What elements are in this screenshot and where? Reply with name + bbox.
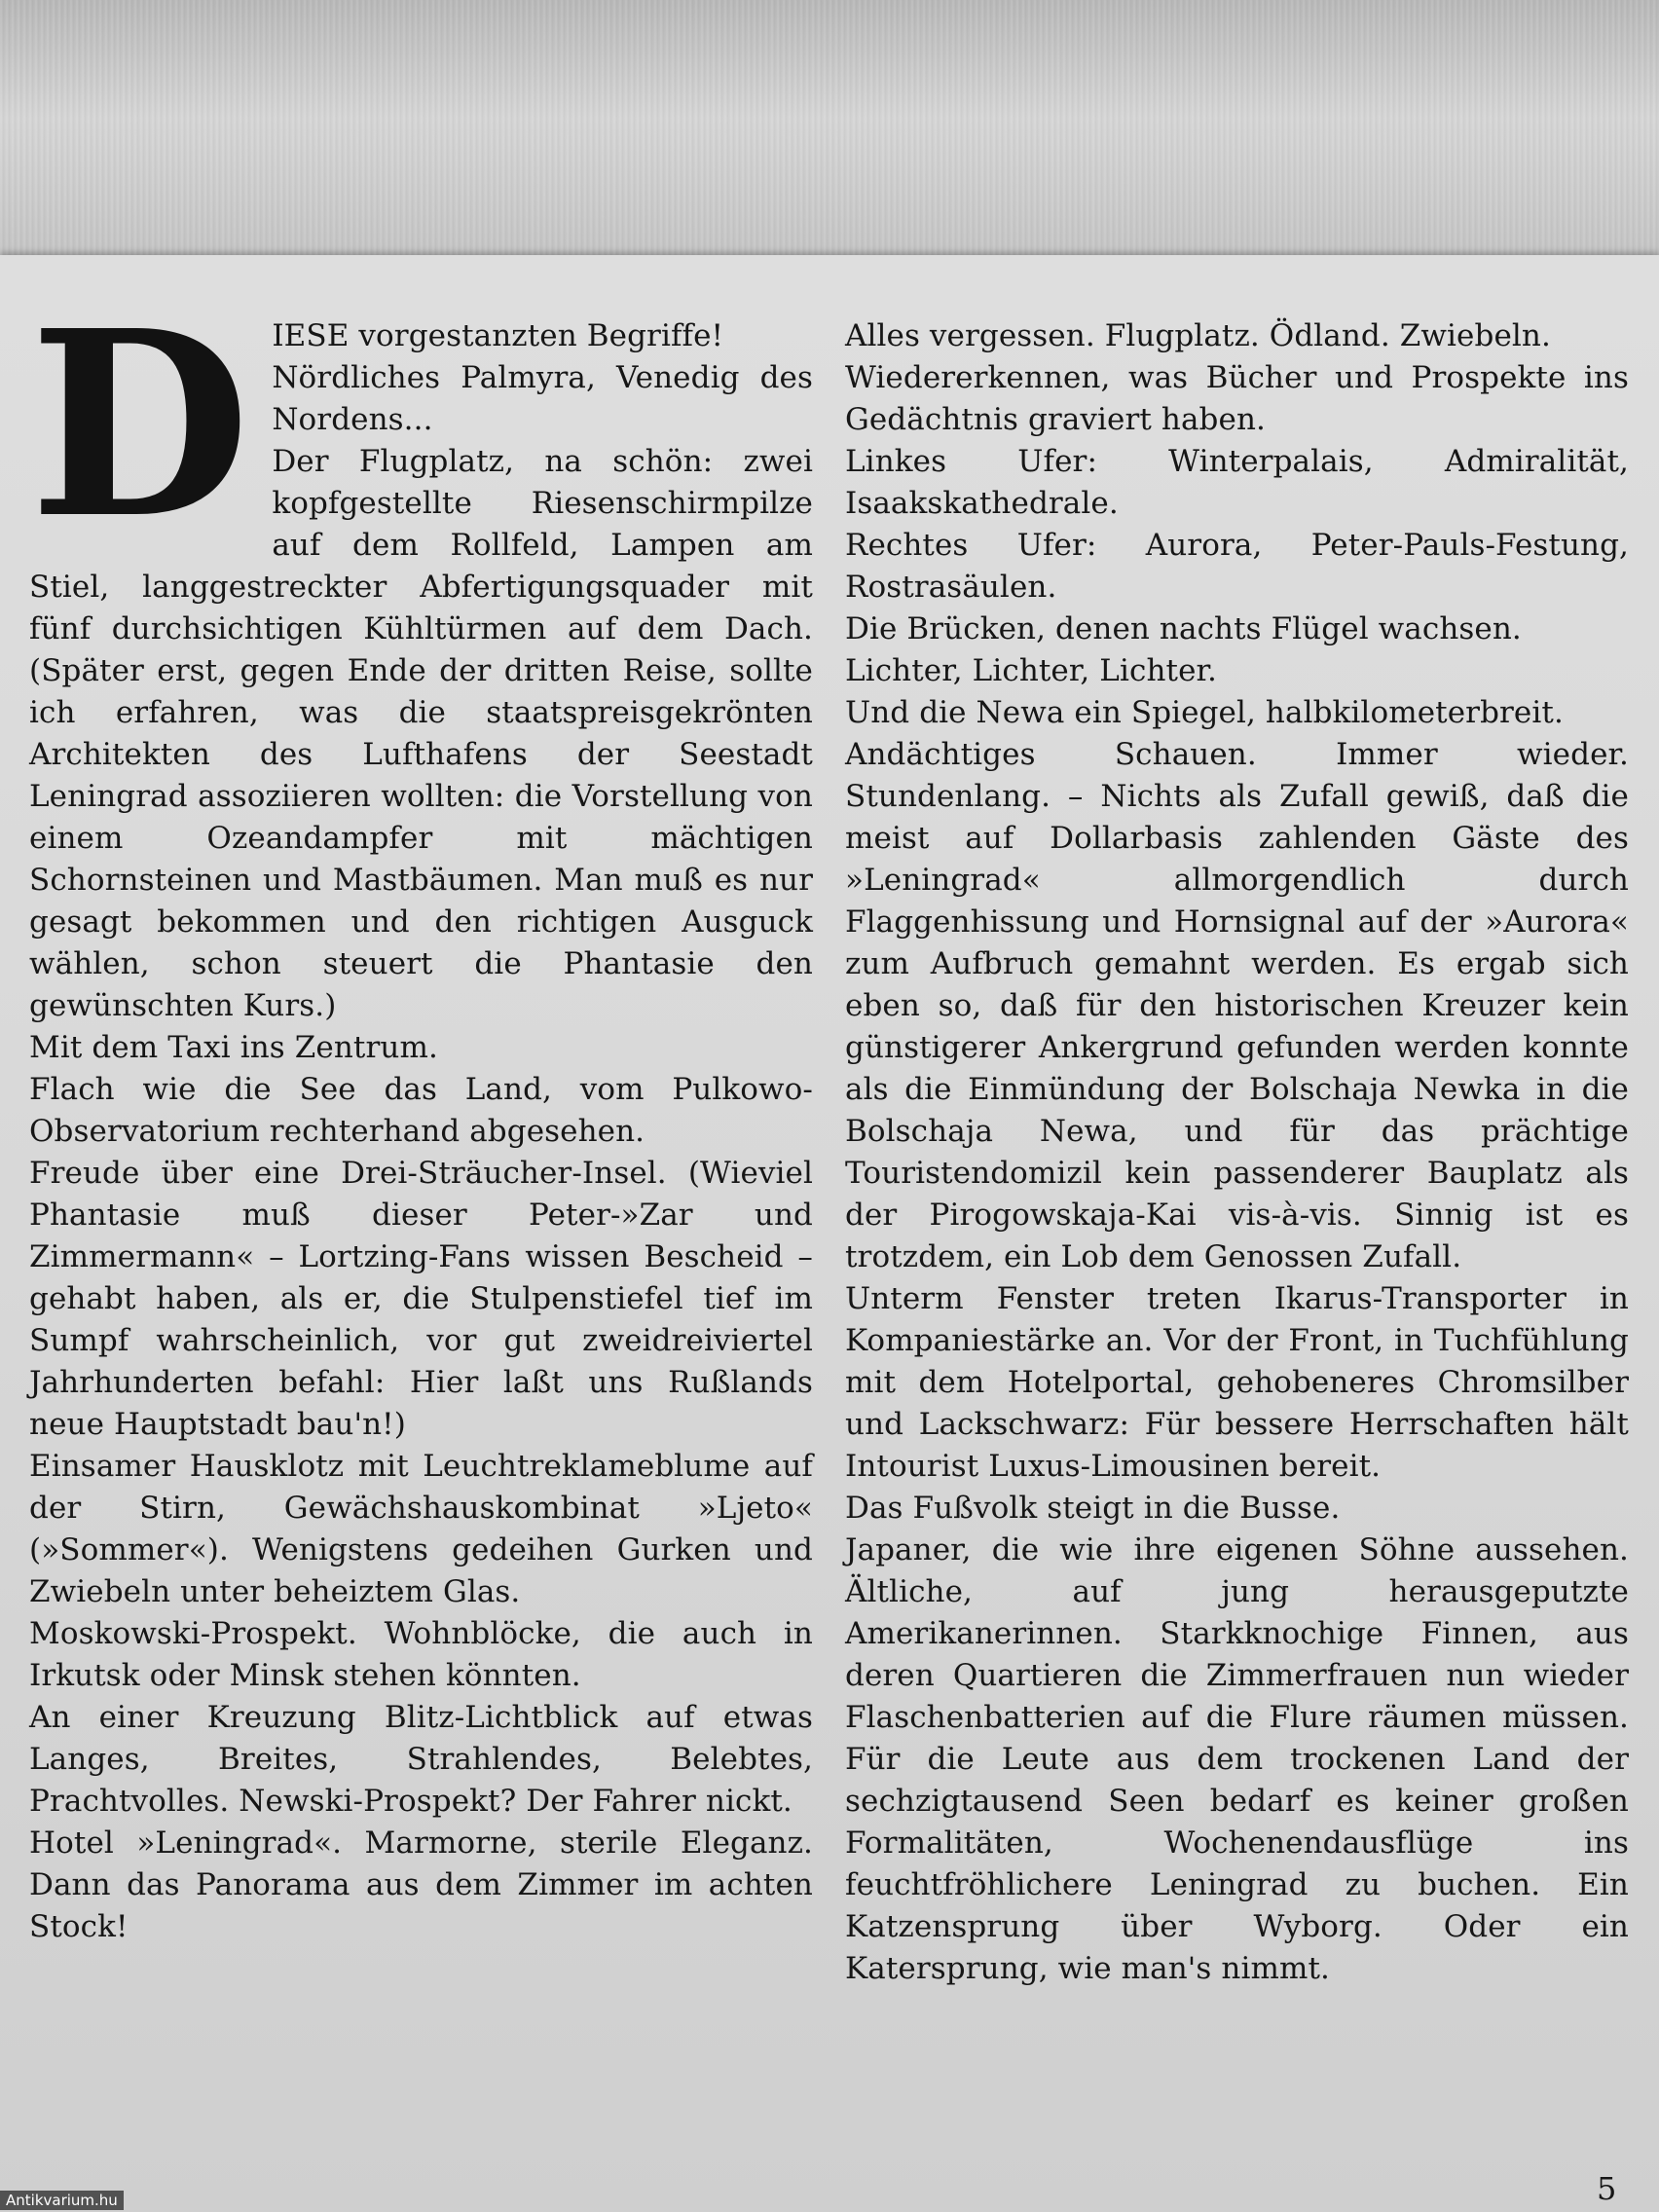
paragraph: Moskowski-Prospekt. Wohnblöcke, die auch in Irkutsk oder Minsk stehen könnten. bbox=[29, 1616, 813, 1693]
background-surface bbox=[0, 0, 1659, 263]
paragraph: Rechtes Ufer: Aurora, Peter-Pauls-Festung, Rostrasäulen. bbox=[845, 528, 1629, 605]
paragraph: Lichter, Lichter, Lichter. bbox=[845, 653, 1218, 688]
paragraph: Das Fußvolk steigt in die Busse. bbox=[845, 1491, 1341, 1526]
paragraph: Wiedererkennen, was Bücher und Prospekte ins Gedächtnis graviert haben. bbox=[845, 360, 1629, 437]
paragraph: Der Flugplatz, na schön: zwei kopfgestellte Riesenschirmpilze auf dem Rollfeld, Lampen am Stiel, langgestreckter Abfertigungsquader mit fünf durchsichtigen Kühltürmen auf dem Dach. (Später erst, gegen Ende der dritten Reise, sollte ich erfahren, was die staatspreisgekrönten Architekten des Lufthafens der Seestadt Leningrad assoziieren wollten: die Vorstellung von einem Ozeandampfer mit mächtigen Schornsteinen und Mastbäumen. Man muß es nur gesagt bekommen und den richtigen Ausguck wählen, schon steuert die Phantasie den gewünschten Kurs.) bbox=[29, 444, 813, 1023]
paragraph: Alles vergessen. Flugplatz. Ödland. Zwiebeln. bbox=[845, 318, 1551, 353]
paragraph: Mit dem Taxi ins Zentrum. bbox=[29, 1030, 438, 1065]
right-text-column bbox=[845, 315, 1629, 1990]
paragraph: Japaner, die wie ihre eigenen Söhne aussehen. Ältliche, auf jung herausgeputzte Amerikanerinnen. Starkknochige Finnen, aus deren Quartieren die Zimmerfrauen nun wieder Flaschenbatterien auf die Flure räumen müssen. Für die Leute aus dem trockenen Land der sechzigtausend Seen bedarf es keiner großen Formalitäten, Wochenendausflüge ins feuchtfröhlichere Leningrad zu buchen. Ein Katzensprung über Wyborg. Oder ein Katersprung, wie man's nimmt. bbox=[845, 1532, 1629, 1986]
paragraph: Hotel »Leningrad«. Marmorne, sterile Eleganz. Dann das Panorama aus dem Zimmer im achten Stock! bbox=[29, 1825, 813, 1944]
drop-cap-letter: D bbox=[29, 275, 251, 574]
book-page bbox=[0, 255, 1659, 2212]
left-text-column bbox=[29, 275, 813, 1948]
paragraph: Nördliches Palmyra, Venedig des Nordens... bbox=[272, 360, 813, 437]
paragraph: Linkes Ufer: Winterpalais, Admiralität, Isaakskathedrale. bbox=[845, 444, 1629, 521]
first-paragraph-text: IESE vorgestanzten Begriffe! bbox=[272, 318, 724, 353]
paragraph: Unterm Fenster treten Ikarus-Transporter in Kompaniestärke an. Vor der Front, in Tuchfühlung mit dem Hotelportal, gehobeneres Chromsilber und Lackschwarz: Für bessere Herrschaften hält Intourist Luxus-Limousinen bereit. bbox=[845, 1281, 1629, 1484]
paragraph: An einer Kreuzung Blitz-Lichtblick auf etwas Langes, Breites, Strahlendes, Belebtes, Prachtvolles. Newski-Prospekt? Der Fahrer nickt. bbox=[29, 1700, 813, 1819]
paragraph: Und die Newa ein Spiegel, halbkilometerbreit. bbox=[845, 695, 1564, 730]
watermark: Antikvarium.hu bbox=[0, 2191, 124, 2210]
paragraph: Freude über eine Drei-Sträucher-Insel. (Wieviel Phantasie muß dieser Peter-»Zar und Zimmermann« – Lortzing-Fans wissen Bescheid – gehabt haben, als er, die Stulpenstiefel tief im Sumpf wahrscheinlich, vor gut zweidreiviertel Jahrhunderten befahl: Hier laßt uns Rußlands neue Hauptstadt bau'n!) bbox=[29, 1156, 813, 1442]
paragraph: Einsamer Hausklotz mit Leuchtreklameblume auf der Stirn, Gewächshauskombinat »Ljeto« (»Sommer«). Wenigstens gedeihen Gurken und Zwiebeln unter beheiztem Glas. bbox=[29, 1449, 813, 1609]
paragraph: Flach wie die See das Land, vom Pulkowo-Observatorium rechterhand abgesehen. bbox=[29, 1072, 813, 1149]
paragraph: Die Brücken, denen nachts Flügel wachsen. bbox=[845, 611, 1522, 646]
page-number: 5 bbox=[1597, 2170, 1617, 2207]
paragraph: Andächtiges Schauen. Immer wieder. Stundenlang. – Nichts als Zufall gewiß, daß die meist auf Dollarbasis zahlenden Gäste des »Leningrad« allmorgendlich durch Flaggenhissung und Hornsignal auf der »Aurora« zum Aufbruch gemahnt werden. Es ergab sich eben so, daß für den historischen Kreuzer kein günstigerer Ankergrund gefunden werden konnte als die Einmündung der Bolschaja Newka in die Bolschaja Newa, und für das prächtige Touristendomizil kein passenderer Bauplatz als der Pirogowskaja-Kai vis-à-vis. Sinnig ist es trotzdem, ein Lob dem Genossen Zufall. bbox=[845, 737, 1629, 1274]
